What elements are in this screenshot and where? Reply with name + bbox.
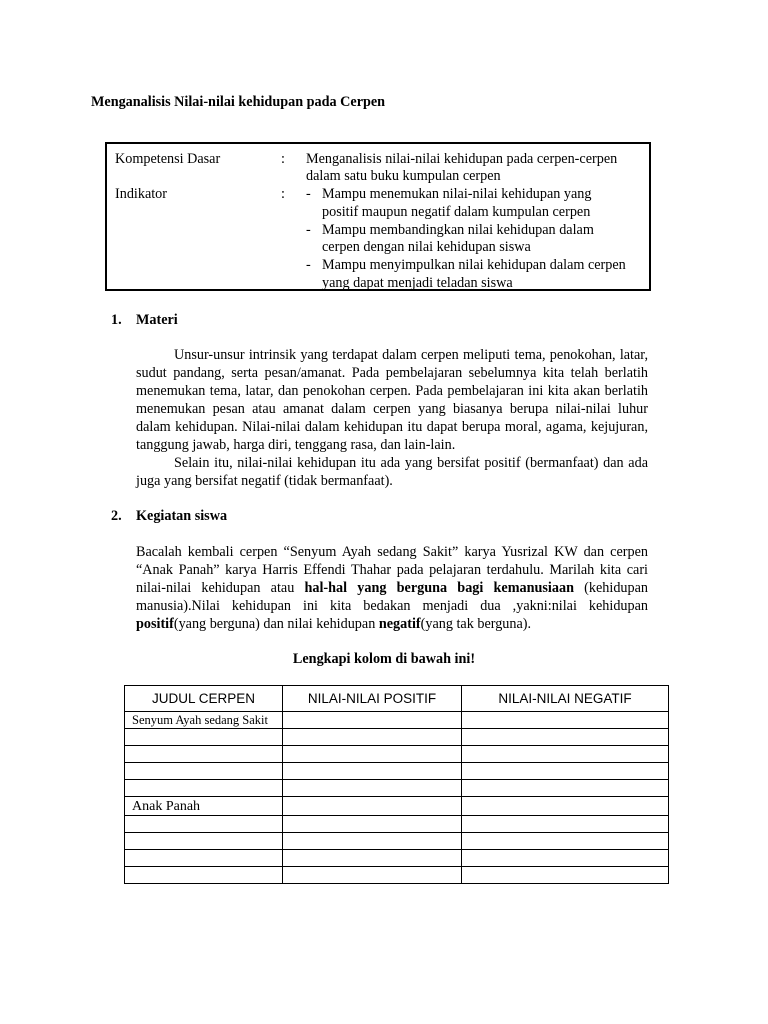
kegiatan-text-c: (kehidupan manusia).Nilai kehidupan ini kita bedakan menjadi dua ,yakni:nilai kehidupan: [136, 580, 648, 614]
table-cell[interactable]: [283, 816, 462, 833]
table-header-row: [125, 686, 669, 712]
section2-number: 2.: [111, 508, 122, 524]
kd-label: Kompetensi Dasar: [115, 151, 221, 167]
table-cell[interactable]: [125, 780, 283, 797]
table-cell[interactable]: [125, 763, 283, 780]
table-cell[interactable]: [283, 797, 462, 816]
table-cell[interactable]: [125, 816, 283, 833]
indicator-2-line2: cerpen dengan nilai kehidupan siswa: [322, 239, 531, 255]
kd-text-line1: Menganalisis nilai-nilai kehidupan pada cerpen-cerpen: [306, 151, 618, 167]
table-cell[interactable]: [462, 763, 669, 780]
kegiatan-bold-negatif: negatif: [378, 616, 421, 632]
section1-body: [136, 346, 648, 490]
table-cell[interactable]: [125, 867, 283, 884]
indicator-colon: :: [281, 186, 285, 202]
section2-body: [136, 543, 648, 633]
table-row: [125, 850, 669, 867]
indicator-dash-2: -: [306, 222, 311, 238]
indicator-3-line2: yang dapat menjadi teladan siswa: [322, 275, 513, 291]
table-cell[interactable]: [125, 729, 283, 746]
kd-text-line2: dalam satu buku kumpulan cerpen: [306, 168, 501, 184]
kegiatan-text-e: (yang berguna) dan nilai kehidupan: [173, 616, 379, 632]
table-cell[interactable]: [283, 763, 462, 780]
header-judul-cerpen: JUDUL CERPEN: [125, 686, 283, 712]
table-cell[interactable]: [283, 780, 462, 797]
table-cell[interactable]: [462, 746, 669, 763]
table-cell[interactable]: [125, 833, 283, 850]
table-row: [125, 816, 669, 833]
page-title: Menganalisis Nilai-nilai kehidupan pada Cerpen: [91, 94, 386, 110]
table-cell[interactable]: [125, 746, 283, 763]
table-cell[interactable]: Senyum Ayah sedang Sakit: [125, 712, 283, 729]
section1-heading: Materi: [136, 312, 178, 328]
section2-heading: Kegiatan siswa: [136, 508, 228, 524]
table-cell[interactable]: [125, 850, 283, 867]
indicator-dash-3: -: [306, 257, 311, 273]
table-cell[interactable]: [462, 850, 669, 867]
table-instruction: Lengkapi kolom di bawah ini!: [292, 651, 476, 667]
kegiatan-text-a: Bacalah kembali cerpen “Senyum Ayah sedang Sakit” karya Yusrizal KW dan cerpen “Anak Panah” karya Harris Effendi Thahar pada pelajaran terdahulu. Marilah kita cari nilai-nilai kehidupan atau: [136, 544, 648, 596]
table-row: [125, 867, 669, 884]
table-cell[interactable]: [283, 746, 462, 763]
table-row: [125, 712, 669, 729]
kegiatan-bold-phrase: hal-hal yang berguna bagi kemanusiaan: [304, 580, 574, 596]
table-row: [125, 729, 669, 746]
table-cell[interactable]: [462, 712, 669, 729]
header-nilai-negatif: NILAI-NILAI NEGATIF: [462, 686, 669, 712]
indicator-dash-1: -: [306, 186, 311, 202]
competency-box: [105, 142, 651, 291]
table-cell[interactable]: [462, 729, 669, 746]
table-cell[interactable]: [283, 729, 462, 746]
indicator-1-line1: Mampu menemukan nilai-nilai kehidupan yang: [322, 186, 592, 202]
header-nilai-positif: NILAI-NILAI POSITIF: [283, 686, 462, 712]
materi-paragraph-2: Selain itu, nilai-nilai kehidupan itu ada yang bersifat positif (bermanfaat) dan ada juga yang bersifat negatif (tidak bermanfaat).: [136, 455, 648, 489]
values-table: [124, 685, 669, 884]
materi-paragraph-1: Unsur-unsur intrinsik yang terdapat dalam cerpen meliputi tema, penokohan, latar, sudut pandang, serta pesan/amanat. Pada pembelajaran sebelumnya kita telah berlatih menemukan tema, latar, dan penokohan cerpen. Pada pembelajaran ini kita akan berlatih menemukan pesan atau amanat dalam cerpen yang biasanya berupa nilai-nilai luhur dalam kehidupan. Nilai-nilai dalam kehidupan itu dapat berupa moral, agama, kejujuran, tanggung jawab, harga diri, tenggang rasa, dan lain-lain.: [136, 347, 648, 453]
kd-colon: :: [281, 151, 285, 167]
indicator-label: Indikator: [115, 186, 168, 202]
table-row: [125, 780, 669, 797]
indicator-2-line1: Mampu membandingkan nilai kehidupan dalam: [322, 222, 594, 238]
table-cell[interactable]: [283, 850, 462, 867]
table-cell[interactable]: [462, 797, 669, 816]
table-row: [125, 833, 669, 850]
indicator-1-line2: positif maupun negatif dalam kumpulan cerpen: [322, 204, 591, 220]
table-cell[interactable]: [283, 833, 462, 850]
section1-number: 1.: [111, 312, 122, 328]
table-cell[interactable]: [283, 867, 462, 884]
table-cell[interactable]: [462, 816, 669, 833]
table-row: [125, 763, 669, 780]
table-cell[interactable]: Anak Panah: [125, 797, 283, 816]
kegiatan-bold-positif: positif: [136, 616, 174, 632]
table-row: [125, 746, 669, 763]
indicator-3-line1: Mampu menyimpulkan nilai kehidupan dalam cerpen: [322, 257, 626, 273]
table-cell[interactable]: [462, 867, 669, 884]
table-cell[interactable]: [462, 780, 669, 797]
table-cell[interactable]: [462, 833, 669, 850]
table-row: [125, 797, 669, 816]
table-cell[interactable]: [283, 712, 462, 729]
kegiatan-text-g: (yang tak berguna).: [420, 616, 532, 632]
kegiatan-paragraph: [136, 543, 648, 633]
